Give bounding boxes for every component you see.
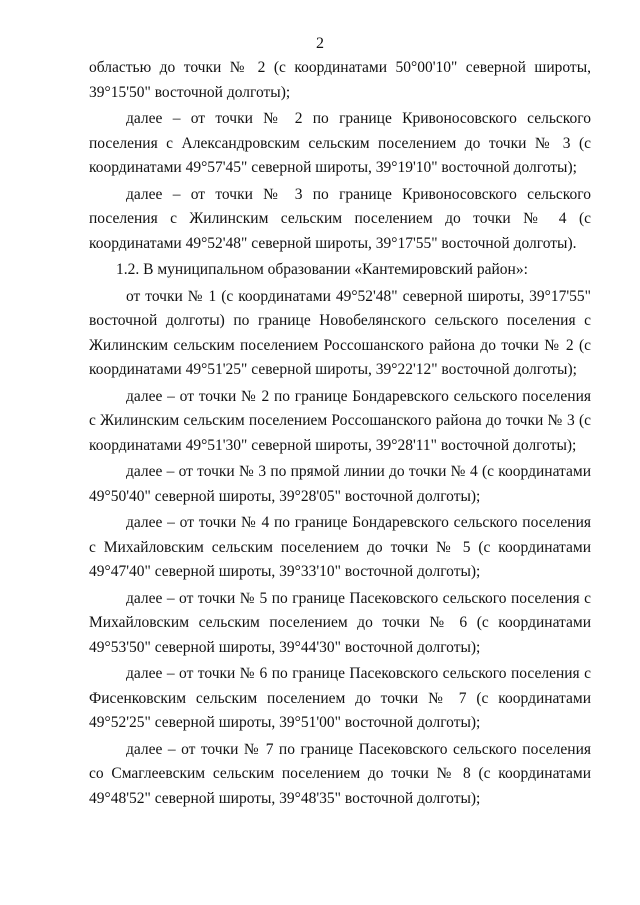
page-number: 2 [316,35,324,52]
paragraph-kantemirovsky-point-5-to-6: далее – от точки № 5 по границе Пасековского сельского поселения с Михайловским сельским поселением до точки № 6 (с координатами 49°53'50" северной широты, 39°44'30" восточной долготы); [89,589,591,656]
paragraph-point-2-to-3: далее – от точки № 2 по границе Кривоносовского сельского поселения с Александровским сельским поселением до точки № 3 (с координатами 49°57'45" северной широты, 39°19'10" восточной долготы); [89,110,591,176]
paragraph-kantemirovsky-point-4-to-5: далее – от точки № 4 по границе Бондаревского сельского поселения с Михайловским сельским поселением до точки № 5 (с координатами 49°47'40" северной широты, 39°33'10" восточной долготы); [89,514,591,580]
document-body [89,56,591,811]
paragraph-continuation: областью до точки № 2 (с координатами 50°00'10" северной широты, 39°15'50" восточной долготы); [89,59,591,101]
paragraph-kantemirovsky-point-7-to-8: далее – от точки № 7 по границе Пасековского сельского поселения со Смаглеевским сельским поселением до точки № 8 (с координатами 49°48'52" северной широты, 39°48'35" восточной долготы); [89,740,591,807]
section-heading-1-2: 1.2. В муниципальном образовании «Кантемировский район»: [116,261,528,278]
paragraph-kantemirovsky-point-1-to-2: от точки № 1 (с координатами 49°52'48" северной широты, 39°17'55" восточной долготы) по границе Новобелянского сельского поселения с Жилинским сельским поселением Россошанского района до точки № 2 (с координатами 49°51'25" северной широты, 39°22'12" восточной долготы); [89,287,591,378]
paragraph-kantemirovsky-point-6-to-7: далее – от точки № 6 по границе Пасековского сельского поселения с Фисенковским сельским поселением до точки № 7 (с координатами 49°52'25" северной широты, 39°51'00" восточной долготы); [89,665,591,731]
paragraph-point-3-to-4: далее – от точки № 3 по границе Кривоносовского сельского поселения с Жилинским сельским поселением до точки № 4 (с координатами 49°52'48" северной широты, 39°17'55" восточной долготы). [89,185,591,252]
paragraph-kantemirovsky-point-3-to-4: далее – от точки № 3 по прямой линии до точки № 4 (с координатами 49°50'40" северной широты, 39°28'05" восточной долготы); [89,463,591,505]
paragraph-kantemirovsky-point-2-to-3: далее – от точки № 2 по границе Бондаревского сельского поселения с Жилинским сельским поселением Россошанского района до точки № 3 (с координатами 49°51'30" северной широты, 39°28'11" восточной долготы); [89,387,591,454]
